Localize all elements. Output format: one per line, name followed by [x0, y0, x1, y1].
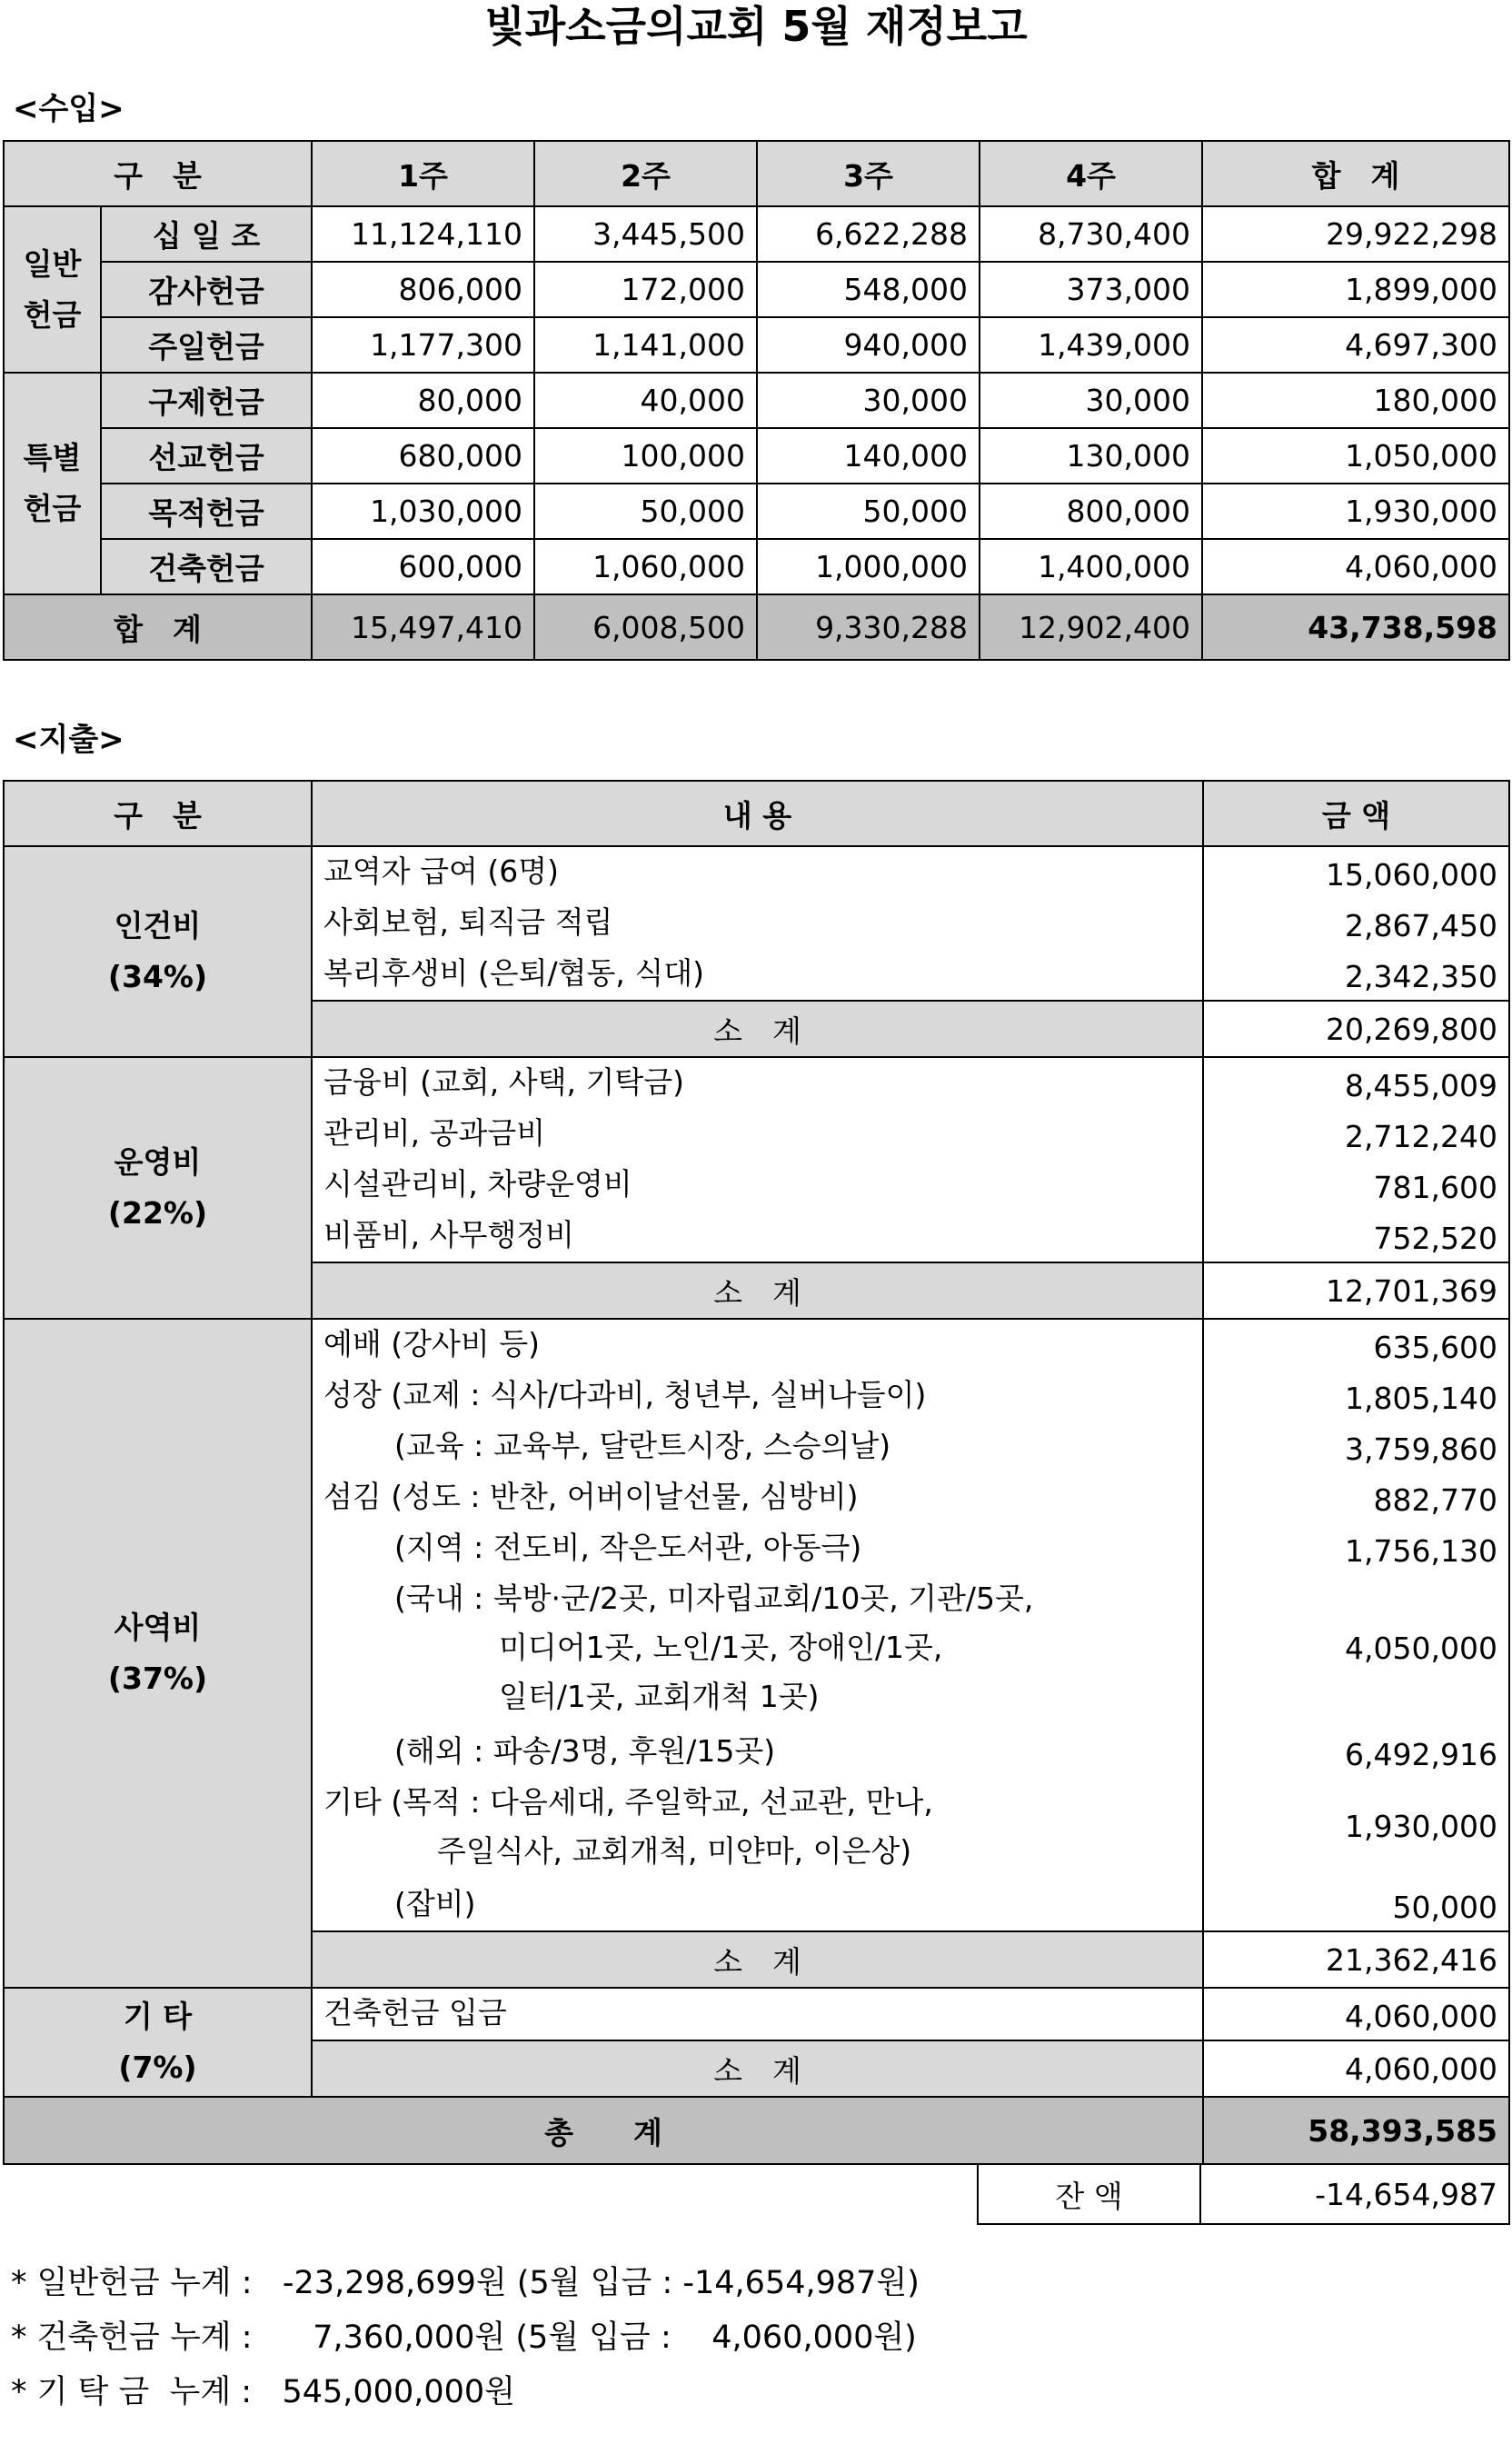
- income-row-label: 목적헌금: [101, 484, 312, 539]
- expense-item-amount: 4,060,000: [1203, 1988, 1509, 2040]
- expense-item-amount: 2,342,350: [1203, 949, 1509, 1001]
- income-value: 1,400,000: [980, 539, 1202, 594]
- income-value: 11,124,110: [312, 206, 534, 262]
- income-header-row: [4, 141, 1509, 206]
- expense-section-label: <지출>: [13, 722, 124, 758]
- income-row: [4, 262, 1509, 317]
- income-row-label: 구제헌금: [101, 373, 312, 428]
- income-value: 3,445,500: [534, 206, 757, 262]
- expense-item-amount: 781,600: [1203, 1160, 1509, 1211]
- income-value: 6,622,288: [757, 206, 980, 262]
- expense-item-amount: 6,492,916: [1203, 1727, 1509, 1778]
- income-header-col-3: 3주: [757, 141, 980, 206]
- income-group-label: 특별 헌금: [4, 373, 101, 594]
- expense-item-amount: 50,000: [1203, 1880, 1509, 1931]
- income-total-label: 합 계: [4, 594, 312, 660]
- note-line: * 기 탁 금 누계 : 545,000,000원: [11, 2374, 515, 2410]
- income-row: [4, 484, 1509, 539]
- expense-subtotal-label: 소 계: [312, 1001, 1203, 1057]
- income-value: 50,000: [757, 484, 980, 539]
- income-row: [4, 317, 1509, 373]
- income-value: 600,000: [312, 539, 534, 594]
- income-value: 180,000: [1202, 373, 1509, 428]
- expense-grand-total-label: 총 계: [4, 2097, 1203, 2164]
- income-row-label: 주일헌금: [101, 317, 312, 373]
- income-value: 40,000: [534, 373, 757, 428]
- expense-item-text: 교역자 급여 (6명): [312, 846, 1203, 898]
- expense-item-amount: 1,805,140: [1203, 1371, 1509, 1422]
- expense-subtotal-amount: 20,269,800: [1203, 1001, 1509, 1057]
- expense-grand-total-row: [4, 2097, 1509, 2164]
- balance-table: [977, 2163, 1510, 2225]
- income-value: 940,000: [757, 317, 980, 373]
- income-value: 30,000: [980, 373, 1202, 428]
- income-value: 4,060,000: [1202, 539, 1509, 594]
- expense-item-text: 복리후생비 (은퇴/협동, 식대): [312, 949, 1203, 1001]
- expense-item-row: [4, 1988, 1509, 2040]
- income-value: 373,000: [980, 262, 1202, 317]
- income-value: 80,000: [312, 373, 534, 428]
- income-value: 1,899,000: [1202, 262, 1509, 317]
- income-value: 1,930,000: [1202, 484, 1509, 539]
- expense-item-text: 비품비, 사무행정비: [312, 1211, 1203, 1262]
- income-group-label: 일반 헌금: [4, 206, 101, 373]
- expense-item-amount: 2,712,240: [1203, 1109, 1509, 1160]
- expense-item-text: 기타 (목적 : 다음세대, 주일학교, 선교관, 만나, 주일식사, 교회개척, 미얀마, 이은상): [312, 1778, 1203, 1880]
- income-value: 30,000: [757, 373, 980, 428]
- income-value: 1,030,000: [312, 484, 534, 539]
- expense-item-text: 예배 (강사비 등): [312, 1319, 1203, 1371]
- income-section-label: <수입>: [13, 91, 124, 127]
- balance-amount: -14,654,987: [1200, 2164, 1509, 2224]
- income-total-value: 6,008,500: [534, 594, 757, 660]
- expense-category-label: 인건비 (34%): [4, 846, 312, 1057]
- expense-table: [3, 780, 1510, 2165]
- income-value: 1,000,000: [757, 539, 980, 594]
- expense-subtotal-label: 소 계: [312, 2040, 1203, 2097]
- expense-header-row: [4, 781, 1509, 846]
- income-row: [4, 206, 1509, 262]
- expense-subtotal-amount: 12,701,369: [1203, 1262, 1509, 1319]
- expense-item-text: 성장 (교제 : 식사/다과비, 청년부, 실버나들이): [312, 1371, 1203, 1422]
- expense-item-amount: 4,050,000: [1203, 1574, 1509, 1727]
- expense-item-row: [4, 1319, 1509, 1371]
- income-value: 140,000: [757, 428, 980, 484]
- expense-item-text: 섬김 (성도 : 반찬, 어버이날선물, 심방비): [312, 1472, 1203, 1523]
- income-row-label: 선교헌금: [101, 428, 312, 484]
- income-value: 806,000: [312, 262, 534, 317]
- expense-item-text: (잡비): [312, 1880, 1203, 1931]
- income-header-col-2: 2주: [534, 141, 757, 206]
- income-value: 680,000: [312, 428, 534, 484]
- income-value: 50,000: [534, 484, 757, 539]
- expense-item-amount: 1,930,000: [1203, 1778, 1509, 1880]
- expense-header-col-1: 내 용: [312, 781, 1203, 846]
- expense-item-amount: 3,759,860: [1203, 1422, 1509, 1472]
- expense-subtotal-amount: 21,362,416: [1203, 1931, 1509, 1988]
- expense-item-row: [4, 846, 1509, 898]
- expense-item-text: (지역 : 전도비, 작은도서관, 아동극): [312, 1523, 1203, 1574]
- expense-category-label: 운영비 (22%): [4, 1057, 312, 1319]
- expense-item-amount: 2,867,450: [1203, 898, 1509, 949]
- page-title: 빛과소금의교회 5월 재정보고: [484, 2, 1028, 51]
- income-total-value: 15,497,410: [312, 594, 534, 660]
- income-value: 4,697,300: [1202, 317, 1509, 373]
- income-total-value: 9,330,288: [757, 594, 980, 660]
- expense-item-text: 관리비, 공과금비: [312, 1109, 1203, 1160]
- expense-item-text: (해외 : 파송/3명, 후원/15곳): [312, 1727, 1203, 1778]
- expense-item-amount: 752,520: [1203, 1211, 1509, 1262]
- expense-subtotal-label: 소 계: [312, 1262, 1203, 1319]
- income-value: 1,177,300: [312, 317, 534, 373]
- income-total-value: 12,902,400: [980, 594, 1202, 660]
- expense-item-amount: 8,455,009: [1203, 1057, 1509, 1109]
- income-header-category: 구 분: [4, 141, 312, 206]
- income-value: 8,730,400: [980, 206, 1202, 262]
- balance-label: 잔 액: [978, 2164, 1200, 2224]
- expense-item-text: 건축헌금 입금: [312, 1988, 1203, 2040]
- income-row: [4, 428, 1509, 484]
- income-table: [3, 140, 1510, 661]
- income-header-col-4: 4주: [980, 141, 1202, 206]
- income-header-col-5: 합 계: [1202, 141, 1509, 206]
- expense-item-text: 금융비 (교회, 사택, 기탁금): [312, 1057, 1203, 1109]
- expense-item-row: [4, 1057, 1509, 1109]
- note-line: * 일반헌금 누계 : -23,298,699원 (5월 입금 : -14,654,987원): [11, 2265, 920, 2301]
- income-value: 29,922,298: [1202, 206, 1509, 262]
- expense-category-label: 기 타 (7%): [4, 1988, 312, 2097]
- income-header-col-1: 1주: [312, 141, 534, 206]
- expense-item-text: (교육 : 교육부, 달란트시장, 스승의날): [312, 1422, 1203, 1472]
- expense-grand-total-amount: 58,393,585: [1203, 2097, 1509, 2164]
- income-value: 100,000: [534, 428, 757, 484]
- expense-item-amount: 635,600: [1203, 1319, 1509, 1371]
- expense-item-text: 시설관리비, 차량운영비: [312, 1160, 1203, 1211]
- income-value: 800,000: [980, 484, 1202, 539]
- income-value: 1,141,000: [534, 317, 757, 373]
- expense-category-label: 사역비 (37%): [4, 1319, 312, 1988]
- income-value: 1,060,000: [534, 539, 757, 594]
- income-row-label: 건축헌금: [101, 539, 312, 594]
- income-total-value: 43,738,598: [1202, 594, 1509, 660]
- expense-header-col-0: 구 분: [4, 781, 312, 846]
- income-row: [4, 373, 1509, 428]
- income-value: 1,439,000: [980, 317, 1202, 373]
- income-row-label: 감사헌금: [101, 262, 312, 317]
- expense-item-amount: 1,756,130: [1203, 1523, 1509, 1574]
- note-line: * 건축헌금 누계 : 7,360,000원 (5월 입금 : 4,060,000원): [11, 2319, 917, 2356]
- expense-item-text: (국내 : 북방·군/2곳, 미자립교회/10곳, 기관/5곳, 미디어1곳, 노인/1곳, 장애인/1곳, 일터/1곳, 교회개척 1곳): [312, 1574, 1203, 1727]
- expense-subtotal-amount: 4,060,000: [1203, 2040, 1509, 2097]
- income-value: 130,000: [980, 428, 1202, 484]
- expense-item-text: 사회보험, 퇴직금 적립: [312, 898, 1203, 949]
- expense-header-col-2: 금 액: [1203, 781, 1509, 846]
- expense-item-amount: 15,060,000: [1203, 846, 1509, 898]
- income-row: [4, 539, 1509, 594]
- income-row-label: 십 일 조: [101, 206, 312, 262]
- expense-item-amount: 882,770: [1203, 1472, 1509, 1523]
- income-value: 548,000: [757, 262, 980, 317]
- expense-subtotal-label: 소 계: [312, 1931, 1203, 1988]
- notes: [11, 2256, 920, 2419]
- income-value: 1,050,000: [1202, 428, 1509, 484]
- income-total-row: [4, 594, 1509, 660]
- income-value: 172,000: [534, 262, 757, 317]
